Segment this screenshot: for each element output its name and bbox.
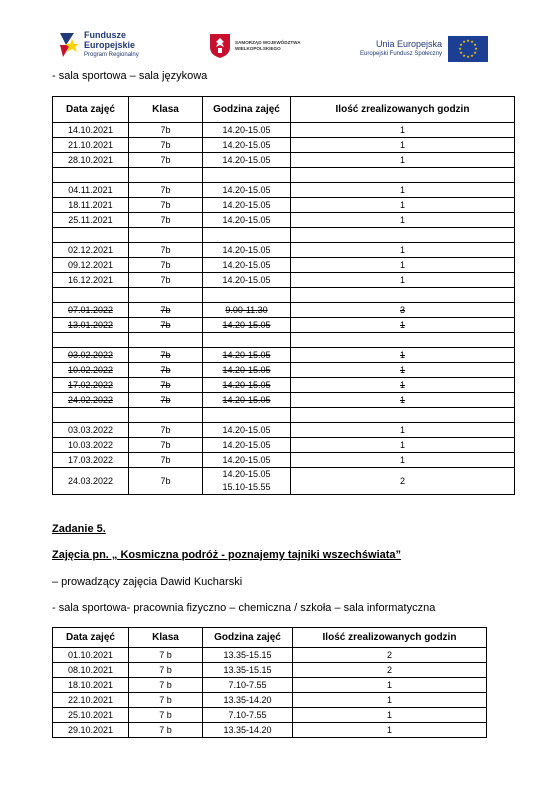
date-cell: 07.01.2022 — [53, 303, 129, 318]
time-cell: 14.20-15.05 — [203, 153, 291, 168]
wlkp-line2: WIELKOPOLSKIEGO — [235, 46, 281, 51]
date-cell: 17.02.2022 — [53, 378, 129, 393]
table-row — [53, 138, 515, 153]
table-row — [53, 123, 515, 138]
date-cell: 04.11.2021 — [53, 183, 129, 198]
table-row — [53, 318, 515, 333]
hours-cell: 3 — [291, 303, 515, 318]
hours-cell: 1 — [291, 438, 515, 453]
table-row — [53, 198, 515, 213]
hours-cell: 1 — [291, 378, 515, 393]
hours-cell: 1 — [291, 348, 515, 363]
date-cell: 10.03.2022 — [53, 438, 129, 453]
hours-cell: 1 — [291, 123, 515, 138]
svg-text:★: ★ — [466, 54, 470, 59]
time-cell: 14.20-15.05 — [203, 393, 291, 408]
time-cell: 14.20-15.05 — [203, 198, 291, 213]
column-header: Ilość zrealizowanych godzin — [291, 97, 515, 123]
time-cell: 13.35-14.20 — [203, 693, 293, 708]
date-cell: 02.12.2021 — [53, 243, 129, 258]
table-row — [53, 723, 487, 738]
time-cell: 14.20-15.05 — [203, 243, 291, 258]
hours-cell: 1 — [291, 198, 515, 213]
time-cell: 14.20-15.05 — [203, 378, 291, 393]
hours-cell: 2 — [291, 468, 515, 495]
table-row — [53, 693, 487, 708]
table-row — [53, 213, 515, 228]
table-row — [53, 468, 515, 495]
empty-cell — [129, 408, 203, 423]
svg-text:★: ★ — [474, 46, 478, 51]
hours-cell: 1 — [291, 453, 515, 468]
wlkp-line1: SAMORZĄD WOJEWÓDZTWA — [235, 40, 301, 45]
time-cell: 14.20-15.05 — [203, 183, 291, 198]
table-row — [53, 648, 487, 663]
time-cell: 7.10-7.55 — [203, 678, 293, 693]
time-cell: 14.20-15.05 — [203, 258, 291, 273]
time-cell: 13.35-15.15 — [203, 663, 293, 678]
empty-cell — [291, 168, 515, 183]
table-row — [53, 273, 515, 288]
hours-cell: 1 — [291, 138, 515, 153]
time-line: 15.10-15.55 — [222, 482, 271, 492]
date-cell: 14.10.2021 — [53, 123, 129, 138]
empty-cell — [53, 333, 129, 348]
date-cell: 03.03.2022 — [53, 423, 129, 438]
column-header: Godzina zajęć — [203, 628, 293, 648]
date-cell: 25.11.2021 — [53, 213, 129, 228]
eu-line2: Europejski Fundusz Społeczny — [360, 51, 443, 57]
table-row — [53, 153, 515, 168]
class-cell: 7b — [129, 273, 203, 288]
time-cell: 7.10-7.55 — [203, 708, 293, 723]
empty-cell — [203, 168, 291, 183]
class-cell: 7b — [129, 198, 203, 213]
time-cell: 14.20-15.05 — [203, 363, 291, 378]
svg-text:★: ★ — [466, 38, 470, 43]
time-cell: 14.20-15.05 — [203, 123, 291, 138]
date-cell: 22.10.2021 — [53, 693, 129, 708]
date-cell: 29.10.2021 — [53, 723, 129, 738]
task-title: Zadanie 5. — [52, 523, 106, 535]
table-row — [53, 258, 515, 273]
unia-europejska-logo — [360, 36, 488, 62]
svg-text:★: ★ — [459, 42, 463, 47]
hours-cell: 1 — [293, 708, 487, 723]
hours-cell: 1 — [291, 213, 515, 228]
time-line: 14.20-15.05 — [222, 469, 271, 479]
table-row — [53, 438, 515, 453]
schedule-table-2 — [52, 627, 487, 738]
hours-cell: 1 — [291, 243, 515, 258]
empty-cell — [291, 288, 515, 303]
class-cell: 7b — [129, 183, 203, 198]
schedule-table-2-body — [53, 648, 487, 738]
table-row — [53, 678, 487, 693]
svg-text:★: ★ — [458, 46, 462, 51]
svg-text:★: ★ — [473, 42, 477, 47]
time-cell: 14.20-15.05 — [203, 423, 291, 438]
date-cell: 16.12.2021 — [53, 273, 129, 288]
empty-row — [53, 168, 515, 183]
class-cell: 7b — [129, 138, 203, 153]
hours-cell: 2 — [293, 663, 487, 678]
date-cell: 03.02.2022 — [53, 348, 129, 363]
empty-cell — [53, 288, 129, 303]
class-cell: 7b — [129, 393, 203, 408]
task-subject: Zajęcia pn. „ Kosmiczna podróż - poznajemy tajniki wszechświata” — [52, 549, 402, 561]
table-row — [53, 453, 515, 468]
column-header: Ilość zrealizowanych godzin — [293, 628, 487, 648]
date-cell: 18.10.2021 — [53, 678, 129, 693]
class-cell: 7 b — [129, 663, 203, 678]
class-cell: 7b — [129, 438, 203, 453]
empty-cell — [203, 408, 291, 423]
class-cell: 7 b — [129, 648, 203, 663]
empty-cell — [53, 168, 129, 183]
hours-cell: 1 — [293, 678, 487, 693]
date-cell: 18.11.2021 — [53, 198, 129, 213]
class-cell: 7b — [129, 213, 203, 228]
schedule-table-1-body — [53, 123, 515, 495]
date-cell: 28.10.2021 — [53, 153, 129, 168]
empty-cell — [53, 228, 129, 243]
table-row — [53, 393, 515, 408]
date-cell: 10.02.2022 — [53, 363, 129, 378]
schedule-table-1 — [52, 96, 515, 495]
empty-cell — [203, 228, 291, 243]
empty-cell — [291, 408, 515, 423]
class-cell: 7b — [129, 363, 203, 378]
empty-cell — [129, 288, 203, 303]
time-cell — [203, 468, 291, 495]
column-header: Data zajęć — [53, 97, 129, 123]
time-cell: 14.20-15.05 — [203, 348, 291, 363]
class-cell: 7 b — [129, 708, 203, 723]
table-row — [53, 708, 487, 723]
date-cell: 08.10.2021 — [53, 663, 129, 678]
class-cell: 7b — [129, 423, 203, 438]
hours-cell: 2 — [293, 648, 487, 663]
date-cell: 25.10.2021 — [53, 708, 129, 723]
eagle-crest-icon — [209, 33, 231, 59]
class-cell: 7b — [129, 153, 203, 168]
table-row — [53, 663, 487, 678]
hours-cell: 1 — [293, 723, 487, 738]
eu-flag-icon — [448, 36, 488, 62]
class-cell: 7 b — [129, 723, 203, 738]
hours-cell: 1 — [291, 183, 515, 198]
class-cell: 7b — [129, 303, 203, 318]
svg-text:★: ★ — [473, 50, 477, 55]
task-location: - sala sportowa- pracownia fizyczno – chemiczna / szkoła – sala informatyczna — [52, 602, 436, 614]
class-cell: 7 b — [129, 693, 203, 708]
table-row — [53, 363, 515, 378]
date-cell: 17.03.2022 — [53, 453, 129, 468]
time-cell: 13.35-14.20 — [203, 723, 293, 738]
class-cell: 7 b — [129, 678, 203, 693]
empty-cell — [203, 288, 291, 303]
date-cell: 24.02.2022 — [53, 393, 129, 408]
empty-row — [53, 228, 515, 243]
empty-cell — [291, 228, 515, 243]
empty-cell — [129, 168, 203, 183]
svg-text:★: ★ — [462, 53, 466, 58]
hours-cell: 1 — [291, 423, 515, 438]
class-cell: 7b — [129, 318, 203, 333]
time-cell: 14.20-15.05 — [203, 273, 291, 288]
class-cell: 7b — [129, 123, 203, 138]
empty-row — [53, 288, 515, 303]
class-cell: 7b — [129, 468, 203, 495]
date-cell: 01.10.2021 — [53, 648, 129, 663]
intro-location: - sala sportowa – sala językowa — [52, 70, 208, 82]
time-cell: 14.20-15.05 — [203, 318, 291, 333]
hours-cell: 1 — [291, 258, 515, 273]
class-cell: 7b — [129, 243, 203, 258]
svg-text:★: ★ — [470, 53, 474, 58]
fe-line3: Program Regionalny — [84, 52, 139, 58]
date-cell: 24.03.2022 — [53, 468, 129, 495]
table-row — [53, 303, 515, 318]
table-row — [53, 348, 515, 363]
time-cell: 14.20-15.05 — [203, 438, 291, 453]
column-header: Godzina zajęć — [203, 97, 291, 123]
hours-cell: 1 — [293, 693, 487, 708]
date-cell: 13.01.2022 — [53, 318, 129, 333]
time-cell: 14.20-15.05 — [203, 453, 291, 468]
hours-cell: 1 — [291, 318, 515, 333]
fe-line2: Europejskie — [84, 40, 136, 50]
svg-text:★: ★ — [470, 39, 474, 44]
column-header: Data zajęć — [53, 628, 129, 648]
fe-line1: Fundusze — [84, 30, 126, 40]
hours-cell: 1 — [291, 273, 515, 288]
svg-text:★: ★ — [459, 50, 463, 55]
task-leader: – prowadzący zajęcia Dawid Kucharski — [52, 576, 243, 588]
table-row — [53, 243, 515, 258]
wielkopolska-logo — [209, 33, 301, 59]
table-row — [53, 378, 515, 393]
hours-cell: 1 — [291, 153, 515, 168]
table-row — [53, 423, 515, 438]
empty-cell — [53, 408, 129, 423]
time-cell: 13.35-15.15 — [203, 648, 293, 663]
svg-text:★: ★ — [462, 39, 466, 44]
hours-cell: 1 — [291, 363, 515, 378]
time-cell: 9.00-11.30 — [203, 303, 291, 318]
fe-star-icon — [60, 31, 80, 59]
page-header — [0, 28, 553, 68]
fundusze-europejskie-logo — [60, 30, 139, 60]
time-cell: 14.20-15.05 — [203, 138, 291, 153]
empty-row — [53, 408, 515, 423]
class-cell: 7b — [129, 258, 203, 273]
date-cell: 21.10.2021 — [53, 138, 129, 153]
empty-cell — [129, 333, 203, 348]
time-cell: 14.20-15.05 — [203, 213, 291, 228]
class-cell: 7b — [129, 453, 203, 468]
table-row — [53, 183, 515, 198]
class-cell: 7b — [129, 378, 203, 393]
column-header: Klasa — [129, 97, 203, 123]
hours-cell: 1 — [291, 393, 515, 408]
empty-cell — [291, 333, 515, 348]
empty-cell — [203, 333, 291, 348]
date-cell: 09.12.2021 — [53, 258, 129, 273]
class-cell: 7b — [129, 348, 203, 363]
eu-line1: Unia Europejska — [376, 39, 443, 49]
column-header: Klasa — [129, 628, 203, 648]
empty-cell — [129, 228, 203, 243]
empty-row — [53, 333, 515, 348]
